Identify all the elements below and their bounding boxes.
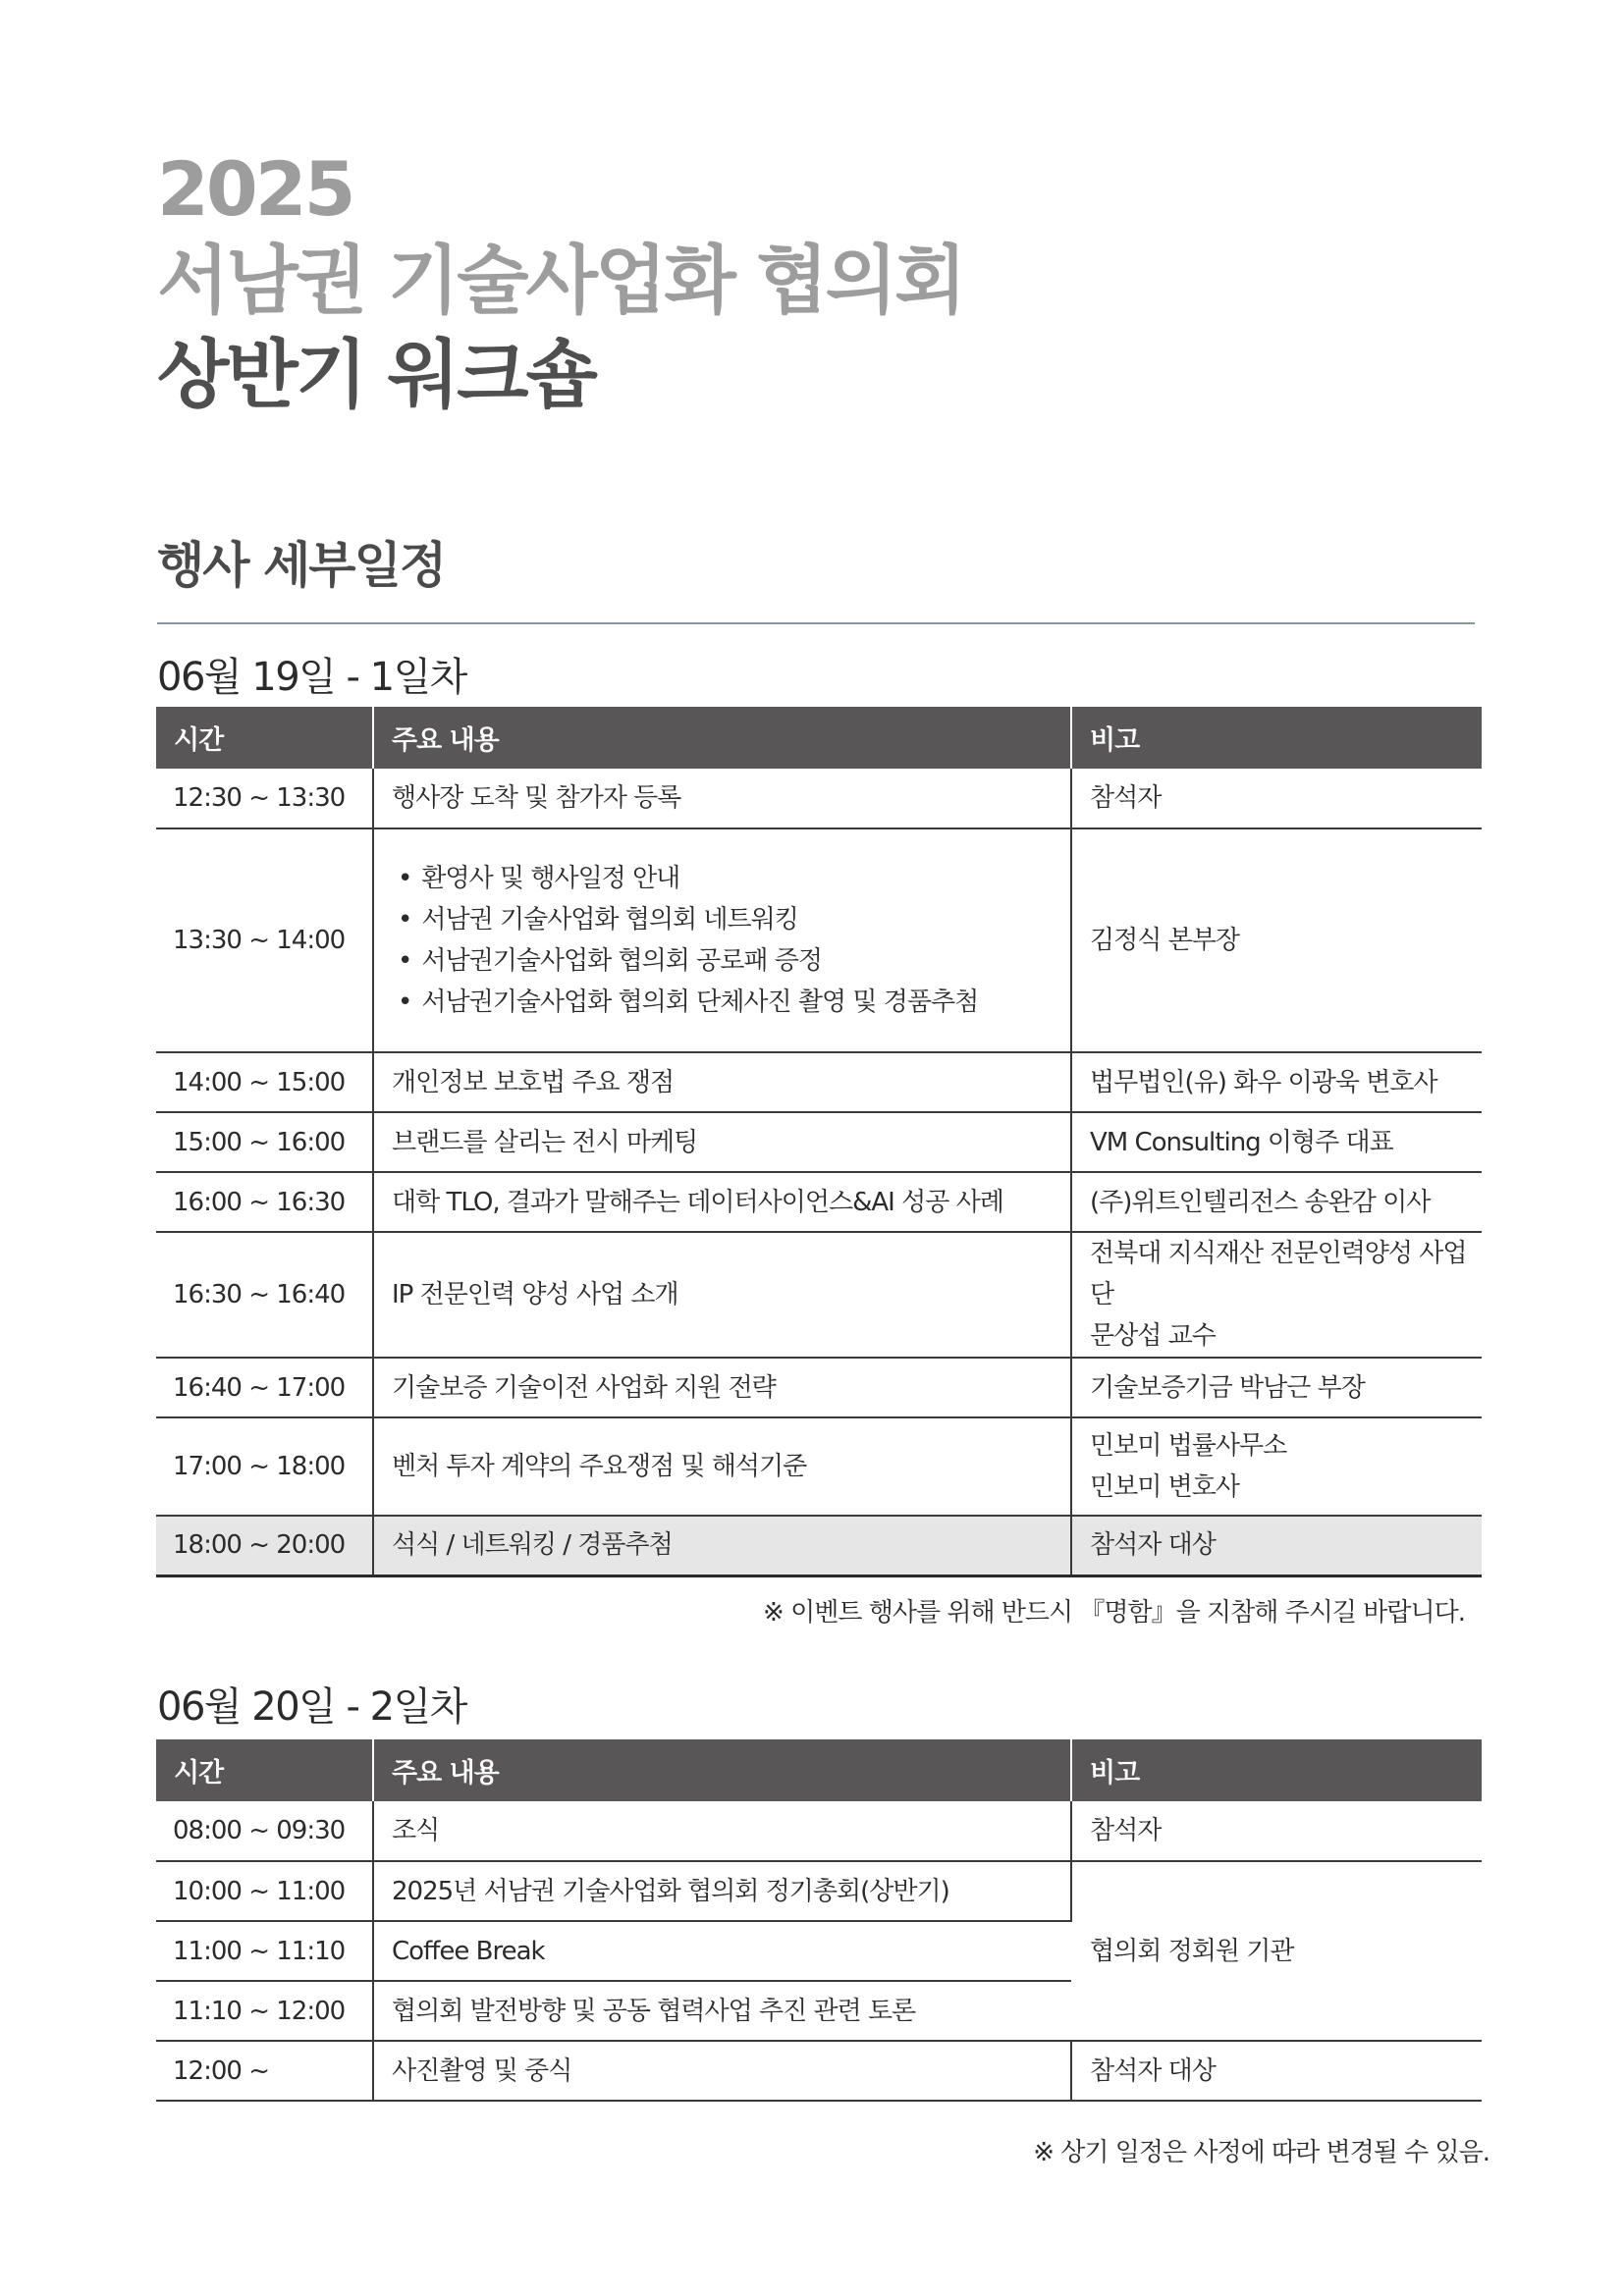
row-content: 2025년 서남권 기술사업화 협의회 정기총회(상반기)	[373, 1861, 1071, 1921]
row-note: 기술보증기금 박남근 부장	[1071, 1358, 1482, 1417]
day2-schedule-table	[156, 1739, 1482, 2102]
row-content	[373, 828, 1071, 1052]
row-content: 협의회 발전방향 및 공동 협력사업 추진 관련 토론	[373, 1981, 1071, 2041]
table-header-row	[156, 1739, 1482, 1801]
table-row	[156, 769, 1482, 828]
note-line: 민보미 변호사	[1090, 1472, 1239, 1502]
table-row	[156, 1052, 1482, 1112]
bullet-item: • 서남권기술사업화 협의회 단체사진 촬영 및 경품추첨	[398, 982, 1070, 1023]
note-line: 문상섭 교수	[1090, 1321, 1216, 1351]
row-time: 15:00 ~ 16:00	[156, 1112, 373, 1172]
table-row	[156, 1417, 1482, 1516]
row-content: 브랜드를 살리는 전시 마케팅	[373, 1112, 1071, 1172]
header-note: 비고	[1071, 707, 1482, 769]
day2-heading: 06월 20일 - 2일차	[157, 1684, 466, 1730]
table-header-row	[156, 707, 1482, 769]
table-row-highlighted	[156, 1516, 1482, 1575]
day1-schedule-table	[156, 707, 1482, 1577]
row-note: 참석자 대상	[1071, 1516, 1482, 1575]
row-time: 16:40 ~ 17:00	[156, 1358, 373, 1417]
row-time: 12:00 ~	[156, 2041, 373, 2101]
header-time: 시간	[156, 1739, 373, 1801]
bullet-item: • 환영사 및 행사일정 안내	[398, 858, 1070, 899]
row-note: 김정식 본부장	[1071, 828, 1482, 1052]
row-time: 12:30 ~ 13:30	[156, 769, 373, 828]
row-content: 기술보증 기술이전 사업화 지원 전략	[373, 1358, 1071, 1417]
row-time: 17:00 ~ 18:00	[156, 1417, 373, 1516]
bullet-item: • 서남권기술사업화 협의회 공로패 증정	[398, 940, 1070, 982]
header-note: 비고	[1071, 1739, 1482, 1801]
row-time: 18:00 ~ 20:00	[156, 1516, 373, 1575]
table-row	[156, 2041, 1482, 2101]
row-time: 16:30 ~ 16:40	[156, 1232, 373, 1358]
table-row	[156, 1232, 1482, 1358]
header-content: 주요 내용	[373, 707, 1071, 769]
bullet-item: • 서남권 기술사업화 협의회 네트워킹	[398, 899, 1070, 940]
table-row	[156, 1861, 1482, 1921]
row-time: 10:00 ~ 11:00	[156, 1861, 373, 1921]
title-sub: 상반기 워크숍	[157, 331, 595, 418]
row-note	[1071, 1232, 1482, 1358]
row-note: 참석자	[1071, 769, 1482, 828]
row-time: 11:10 ~ 12:00	[156, 1981, 373, 2041]
row-time: 14:00 ~ 15:00	[156, 1052, 373, 1112]
note-line: 민보미 법률사무소	[1090, 1431, 1287, 1461]
row-content: 석식 / 네트워킹 / 경품추첨	[373, 1516, 1071, 1575]
document-title	[157, 145, 964, 422]
table-row	[156, 1112, 1482, 1172]
row-note: 참석자 대상	[1071, 2041, 1482, 2101]
row-note: (주)위트인텔리전스 송완감 이사	[1071, 1172, 1482, 1232]
table-row	[156, 1801, 1482, 1861]
row-note: 참석자	[1071, 1801, 1482, 1861]
table-row	[156, 1358, 1482, 1417]
day1-footnote: ※ 이벤트 행사를 위해 반드시 『명함』을 지참해 주시길 바랍니다.	[763, 1598, 1465, 1628]
title-main: 서남권 기술사업화 협의회	[157, 237, 964, 324]
row-note: VM Consulting 이형주 대표	[1071, 1112, 1482, 1172]
row-content: 대학 TLO, 결과가 말해주는 데이터사이언스&AI 성공 사례	[373, 1172, 1071, 1232]
table-row	[156, 828, 1482, 1052]
bullet-list	[392, 858, 1070, 1023]
row-time: 11:00 ~ 11:10	[156, 1921, 373, 1981]
day2-footnote: ※ 상기 일정은 사정에 따라 변경될 수 있음.	[1033, 2138, 1489, 2167]
row-content: 행사장 도착 및 참가자 등록	[373, 769, 1071, 828]
row-time: 08:00 ~ 09:30	[156, 1801, 373, 1861]
row-time: 13:30 ~ 14:00	[156, 828, 373, 1052]
day1-heading: 06월 19일 - 1일차	[157, 655, 466, 700]
row-content: 벤처 투자 계약의 주요쟁점 및 해석기준	[373, 1417, 1071, 1516]
row-content: 조식	[373, 1801, 1071, 1861]
section-divider	[157, 622, 1475, 624]
row-note	[1071, 1417, 1482, 1516]
section-title: 행사 세부일정	[157, 537, 446, 594]
row-content: 사진촬영 및 중식	[373, 2041, 1071, 2101]
row-time: 16:00 ~ 16:30	[156, 1172, 373, 1232]
row-content: IP 전문인력 양성 사업 소개	[373, 1232, 1071, 1358]
note-line: 전북대 지식재산 전문인력양성 사업단	[1090, 1239, 1467, 1309]
row-note: 법무법인(유) 화우 이광욱 변호사	[1071, 1052, 1482, 1112]
header-content: 주요 내용	[373, 1739, 1071, 1801]
row-content: Coffee Break	[373, 1921, 1071, 1981]
title-year: 2025	[157, 145, 353, 233]
row-content: 개인정보 보호법 주요 쟁점	[373, 1052, 1071, 1112]
header-time: 시간	[156, 707, 373, 769]
table-row	[156, 1172, 1482, 1232]
row-note-merged: 협의회 정회원 기관	[1071, 1861, 1482, 2041]
